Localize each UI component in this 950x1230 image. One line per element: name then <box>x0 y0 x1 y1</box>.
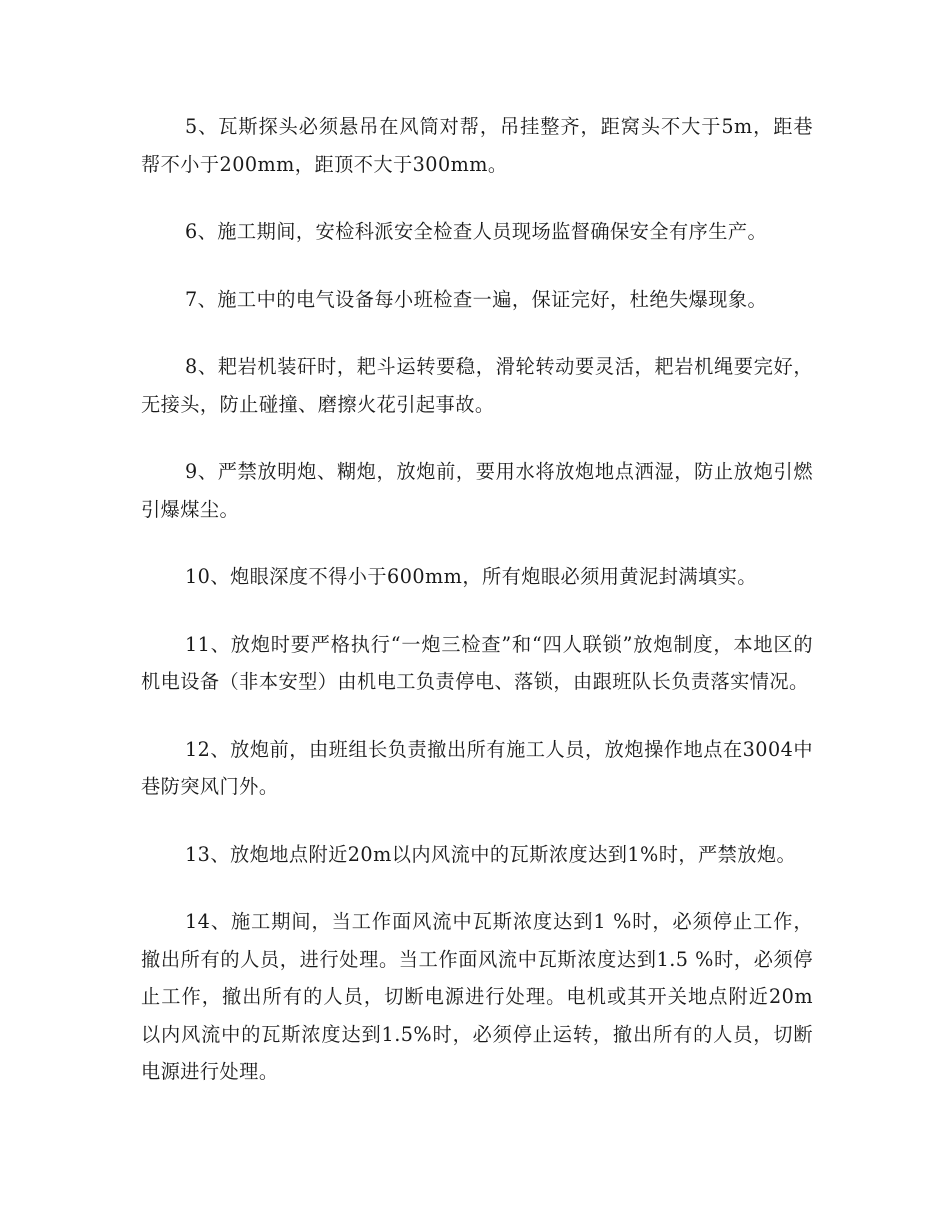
document-body <box>141 108 813 1091</box>
paragraph-item-14: 14、施工期间，当工作面风流中瓦斯浓度达到1 %时，必须停止工作，撤出所有的人员，进行处理。当工作面风流中瓦斯浓度达到1.5 %时，必须停止工作，撤出所有的人员，切断电源进行处理。电机或其开关地点附近20m以内风流中的瓦斯浓度达到1.5%时，必须停止运转，撤出所有的人员，切断电源进行处理。 <box>141 910 813 1083</box>
paragraph-item-8: 8、耙岩机装矸时，耙斗运转要稳，滑轮转动要灵活，耙岩机绳要完好，无接头，防止碰撞、磨擦火花引起事故。 <box>141 355 813 416</box>
paragraph-item-6: 6、施工期间，安检科派安全检查人员现场监督确保安全有序生产。 <box>185 220 768 243</box>
paragraph-item-11: 11、放炮时要严格执行“一炮三检查”和“四人联锁”放炮制度，本地区的机电设备（非本安型）由机电工负责停电、落锁，由跟班队长负责落实情况。 <box>141 632 813 693</box>
paragraph-item-13: 13、放炮地点附近20m以内风流中的瓦斯浓度达到1%时，严禁放炮。 <box>185 842 797 866</box>
paragraph-item-9: 9、严禁放明炮、糊炮，放炮前，要用水将放炮地点洒湿，防止放炮引燃引爆煤尘。 <box>141 460 813 521</box>
paragraph-item-7: 7、施工中的电气设备每小班检查一遍，保证完好，杜绝失爆现象。 <box>185 287 768 311</box>
paragraph-item-12: 12、放炮前，由班组长负责撤出所有施工人员，放炮操作地点在3004中巷防突风门外。 <box>141 737 813 798</box>
paragraph-item-10: 10、炮眼深度不得小于600mm，所有炮眼必须用黄泥封满填实。 <box>185 565 757 588</box>
paragraph-item-5: 5、瓦斯探头必须悬吊在风筒对帮，吊挂整齐，距窝头不大于5m，距巷帮不小于200mm，距顶不大于300mm。 <box>141 115 813 176</box>
